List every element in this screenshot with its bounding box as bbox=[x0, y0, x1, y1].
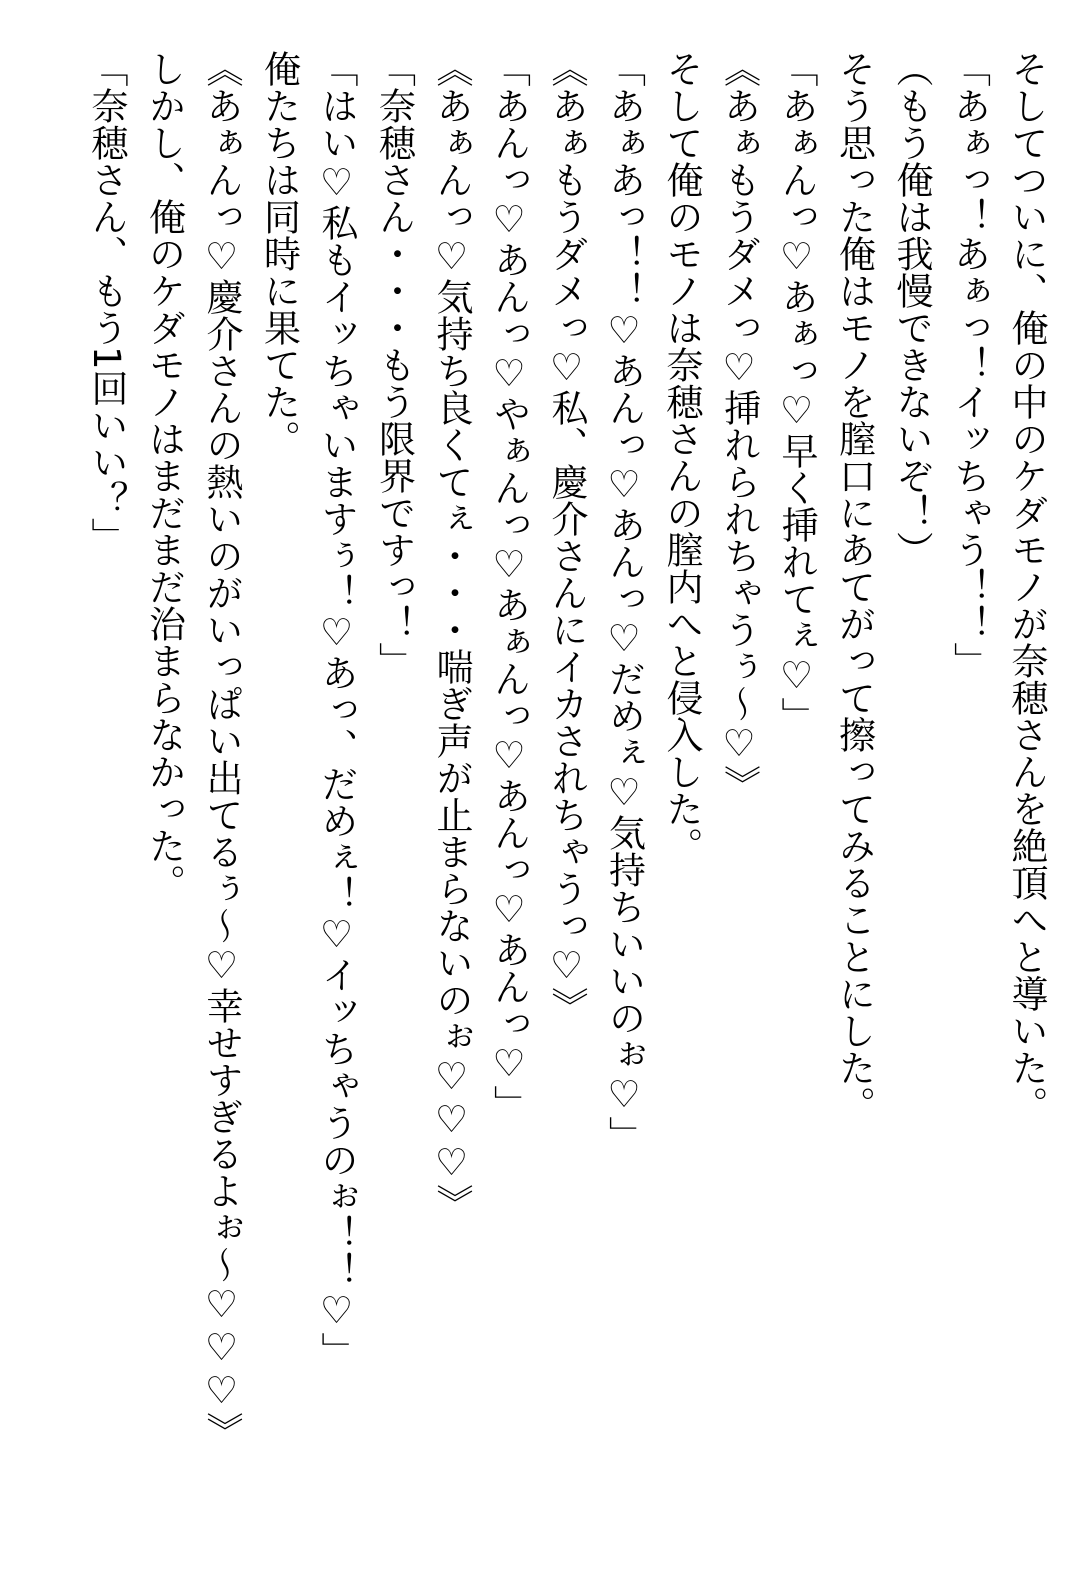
text-line: 《あぁもうダメっ♡私、慶介さんにイカされちゃうっ♡》 bbox=[545, 50, 588, 1024]
text-line: 《あぁもうダメっ♡挿れられちゃうぅ～♡》 bbox=[717, 50, 761, 802]
text-line: 俺たちは同時に果てた。 bbox=[257, 50, 301, 457]
text-line: そして俺のモノは奈穂さんの膣内へと侵入した。 bbox=[660, 50, 703, 864]
text-line: 「奈穂さん・・・もう限界ですっ！」 bbox=[372, 50, 416, 679]
text-line: そう思った俺はモノを膣口にあてがって擦ってみることにした。 bbox=[832, 50, 876, 1123]
text-line: そしてついに、俺の中のケダモノが奈穂さんを絶頂へと導いた。 bbox=[1005, 50, 1048, 1123]
text-line: 「あぁんっ♡あぁっ♡早く挿れてぇ♡」 bbox=[775, 50, 818, 734]
text-line: 《あぁんっ♡気持ち良くてぇ・・・喘ぎ声が止まらないのぉ♡♡♡》 bbox=[430, 50, 473, 1221]
text-line: 「はい♡私もイッちゃいますぅ！♡あっ、だめぇ！♡イッちゃうのぉ！！♡」 bbox=[315, 50, 358, 1369]
text-line: 「あぁあっ！！♡あんっ♡あんっ♡だめぇ♡気持ちいいのぉ♡」 bbox=[602, 50, 646, 1153]
text-line: （もう俺は我慢できないぞ！） bbox=[890, 50, 933, 568]
text-line: 「あぁっ！あぁっ！イッちゃう！！」 bbox=[947, 50, 991, 679]
text-line: 「あんっ♡あんっ♡やぁんっ♡あぁんっ♡あんっ♡あんっ♡」 bbox=[487, 50, 531, 1122]
vertical-text-block bbox=[78, 50, 1056, 1550]
text-line: 《あぁんっ♡慶介さんの熱いのがいっぱい出てるぅ～♡幸せすぎるよぉ～♡♡♡》 bbox=[200, 50, 243, 1449]
text-line: 「奈穂さん、もう1回いい？」 bbox=[85, 50, 128, 555]
text-line: しかし、俺のケダモノはまだまだ治まらなかった。 bbox=[142, 50, 186, 901]
